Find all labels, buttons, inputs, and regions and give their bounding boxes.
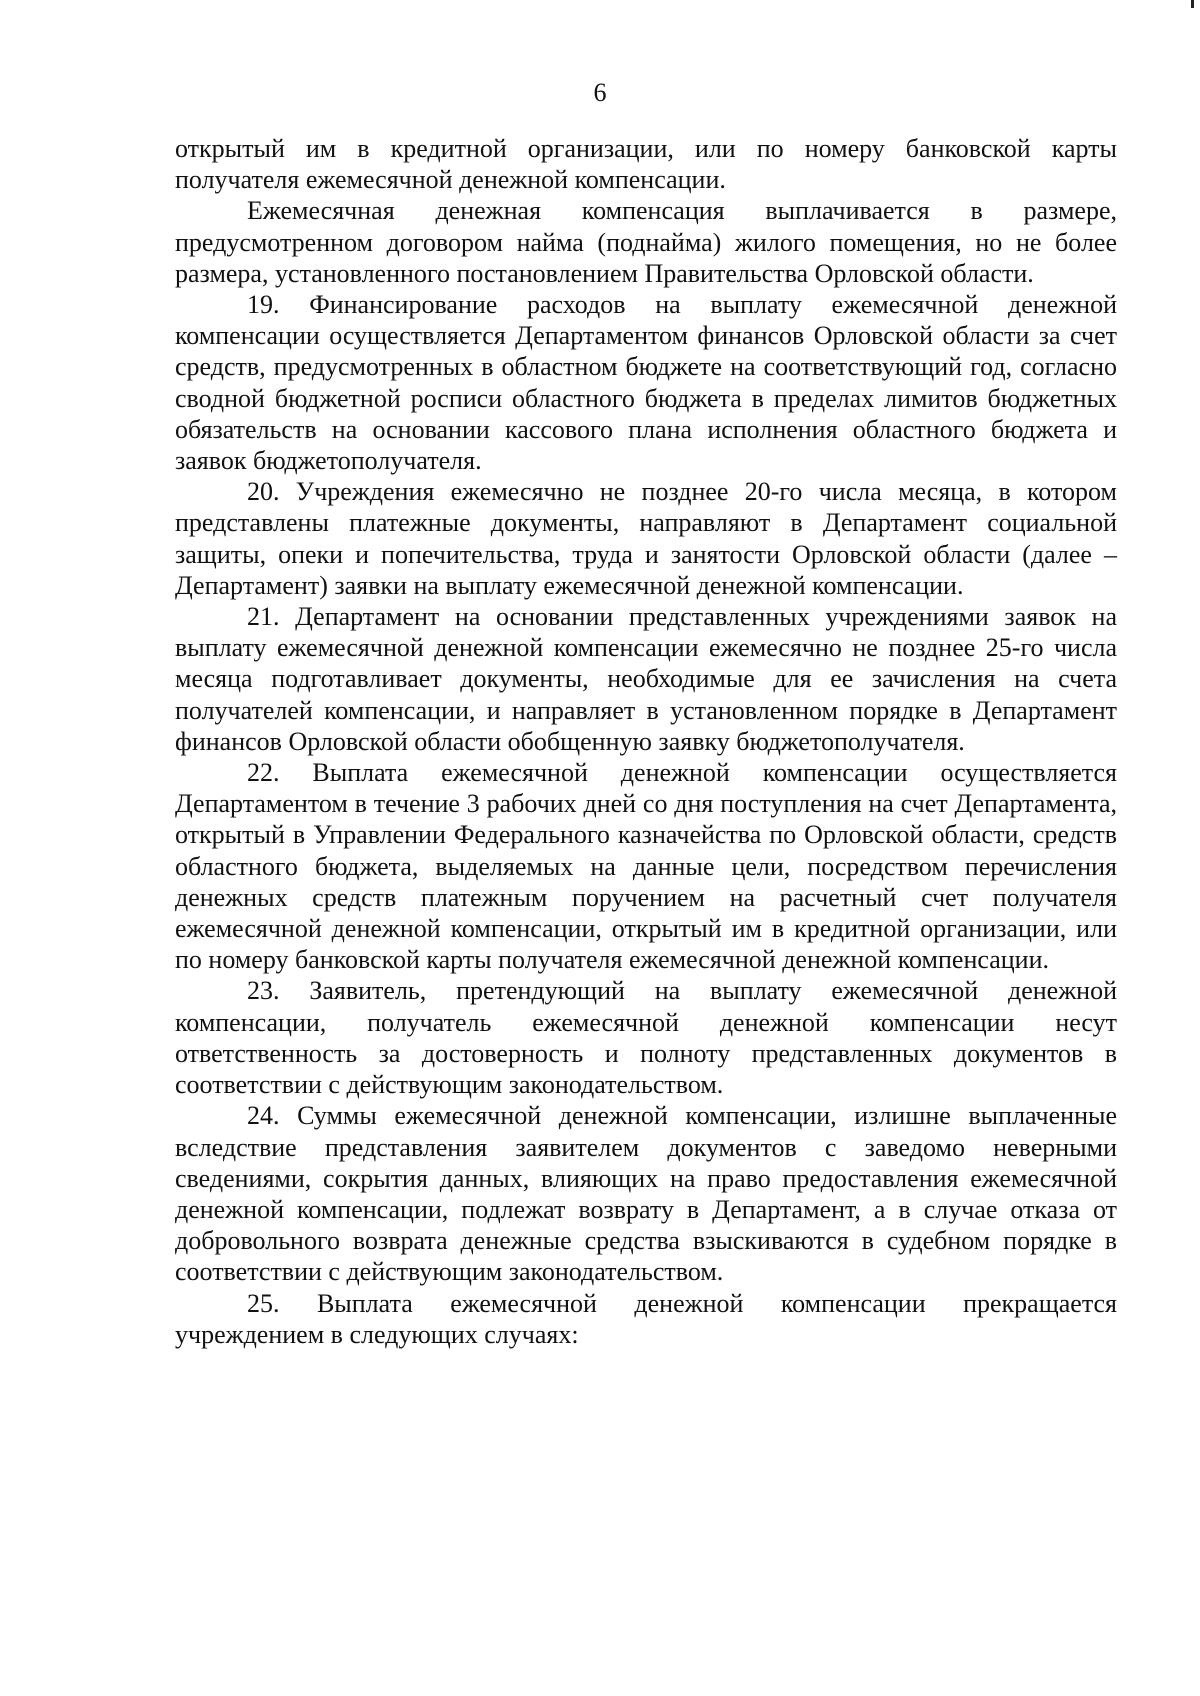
paragraph-20: 20. Учреждения ежемесячно не позднее 20-го числа месяца, в котором представлены платежные документы, направляют в Департамент социальной защиты, опеки и попечительства, труда и занятости Орловской области (далее – Департамент) заявки на выплату ежемесячной денежной компенсации. [175, 477, 1117, 600]
paragraph-25: 25. Выплата ежемесячной денежной компенсации прекращается учреждением в следующих случаях: [175, 1288, 1117, 1349]
paragraph-21: 21. Департамент на основании представленных учреждениями заявок на выплату ежемесячной денежной компенсации ежемесячно не позднее 25-го числа месяца подготавливает документы, необходимые для ее зачисления на счета получателей компенсации, и направляет в установленном порядке в Департамент финансов Орловской области обобщенную заявку бюджетополучателя. [175, 602, 1117, 756]
paragraph-compensation-size: Ежемесячная денежная компенсация выплачивается в размере, предусмотренном договором найма (поднайма) жилого помещения, но не более размера, установленного постановлением Правительства Орловской области. [175, 196, 1117, 288]
paragraph-22: 22. Выплата ежемесячной денежной компенсации осуществляется Департаментом в течение 3 рабочих дней со дня поступления на счет Департамента, открытый в Управлении Федерального казначейства по Орловской области, средств областного бюджета, выделяемых на данные цели, посредством перечисления денежных средств платежным поручением на расчетный счет получателя ежемесячной денежной компенсации, открытый им в кредитной организации, или по номеру банковской карты получателя ежемесячной денежной компенсации. [175, 758, 1117, 975]
paragraph-19: 19. Финансирование расходов на выплату ежемесячной денежной компенсации осуществляется Департаментом финансов Орловской области за счет средств, предусмотренных в областном бюджете на соответствующий год, согласно сводной бюджетной росписи областного бюджета в пределах лимитов бюджетных обязательств на основании кассового плана исполнения областного бюджета и заявок бюджетополучателя. [175, 290, 1117, 476]
paragraph-23: 23. Заявитель, претендующий на выплату ежемесячной денежной компенсации, получатель ежемесячной денежной компенсации несут ответственность за достоверность и полноту представленных документов в соответствии с действующим законодательством. [175, 976, 1117, 1100]
document-body [175, 133, 1117, 1350]
page-number: 6 [593, 78, 607, 107]
paragraph-continuation: открытый им в кредитной организации, или по номеру банковской карты получателя ежемесячной денежной компенсации. [175, 134, 1117, 195]
paragraph-24: 24. Суммы ежемесячной денежной компенсации, излишне выплаченные вследствие представления заявителем документов с заведомо неверными сведениями, сокрытия данных, влияющих на право предоставления ежемесячной денежной компенсации, подлежат возврату в Департамент, а в случае отказа от добровольного возврата денежные средства взыскиваются в судебном порядке в соответствии с действующим законодательством. [175, 1101, 1117, 1287]
scan-mark [1191, 0, 1194, 8]
